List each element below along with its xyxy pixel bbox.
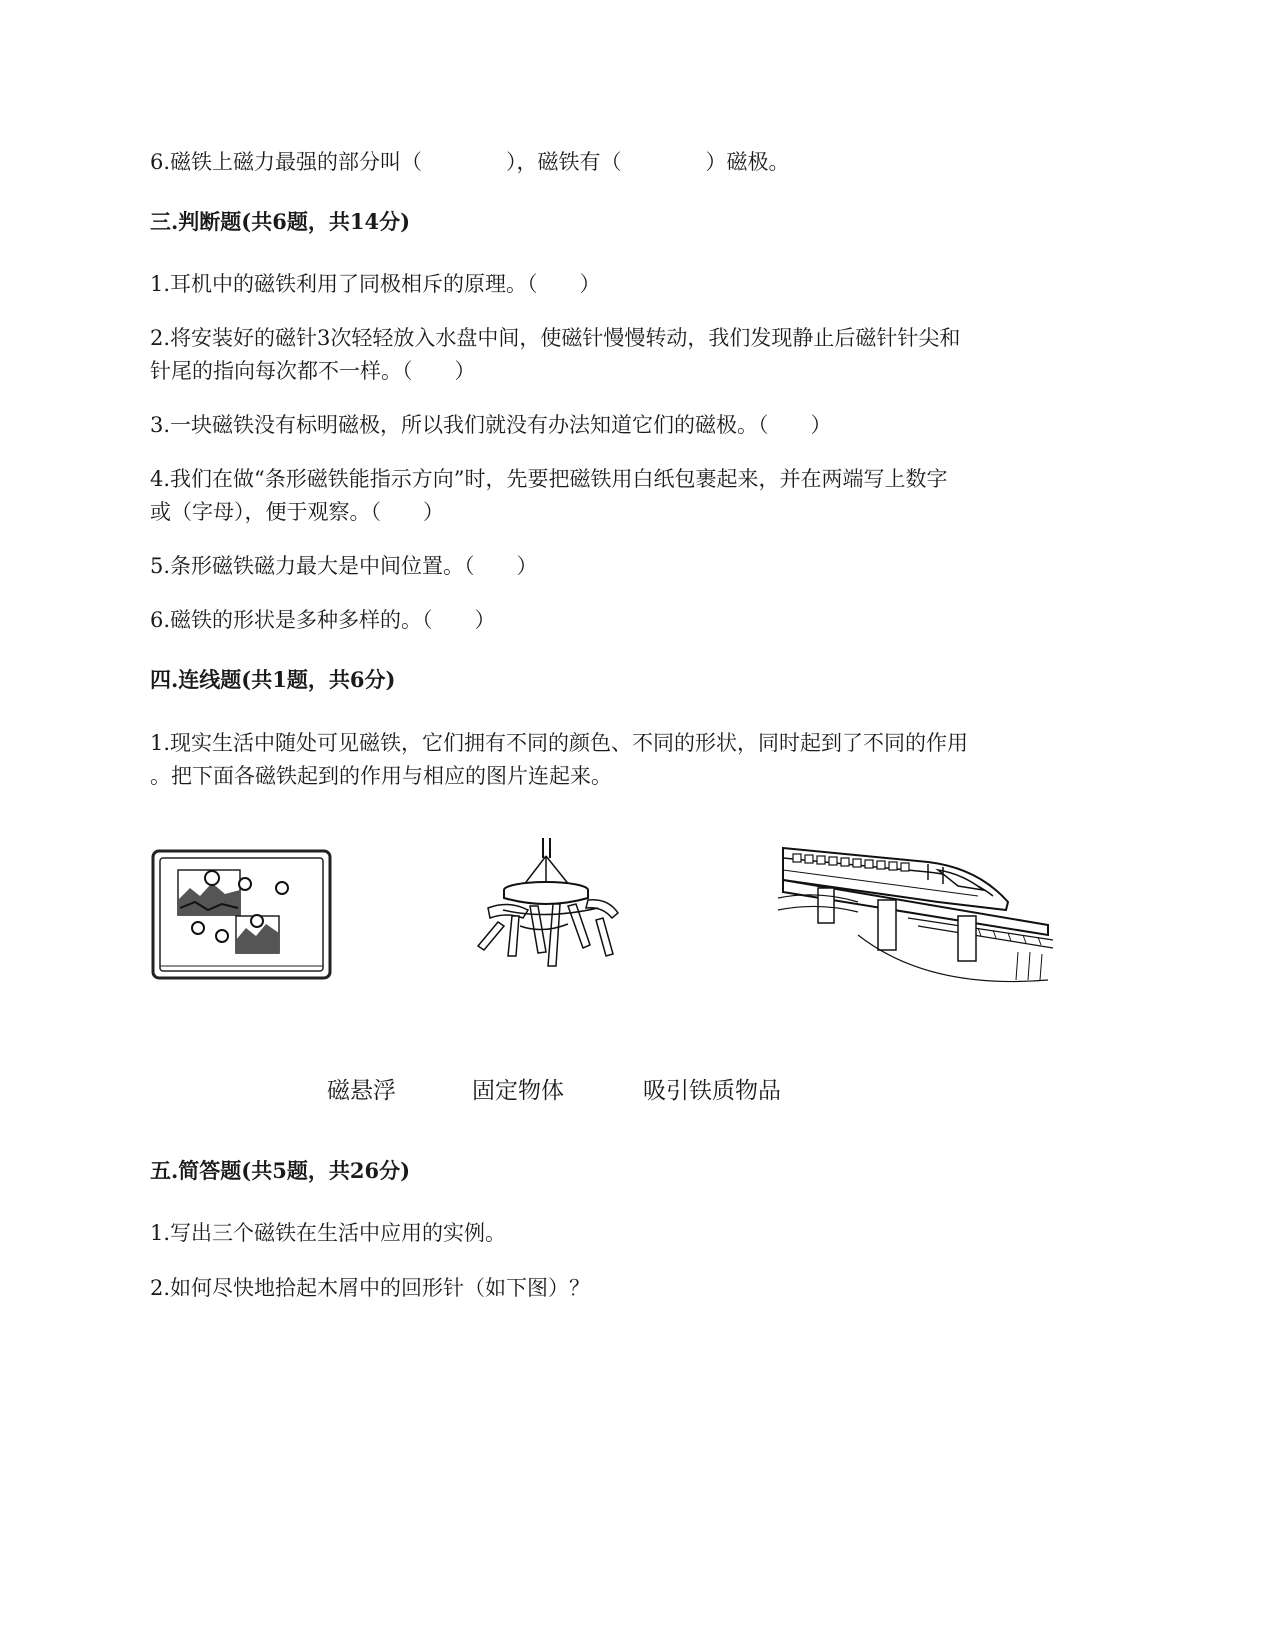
tf-question-5: 5.条形磁铁磁力最大是中间位置。（ ） [150, 554, 538, 578]
maglev-train-image [778, 840, 1058, 990]
short-answer-question-2: 2.如何尽快地拾起木屑中的回形针（如下图）？ [150, 1276, 591, 1300]
match-label-maglev: 磁悬浮 [327, 1078, 396, 1104]
fill-blank-q6: 6.磁铁上磁力最强的部分叫（ ），磁铁有（ ）磁极。 [150, 150, 790, 174]
match-label-attract-iron: 吸引铁质物品 [643, 1078, 781, 1104]
short-answer-question-1: 1.写出三个磁铁在生活中应用的实例。 [150, 1221, 507, 1245]
match-label-fix-objects: 固定物体 [472, 1078, 564, 1104]
section-heading-true-false: 三.判断题(共6题，共14分) [150, 209, 411, 234]
tf-question-4-line2: 或（字母），便于观察。（ ） [150, 500, 444, 524]
section-heading-matching: 四.连线题(共1题，共6分) [150, 667, 396, 692]
section-heading-short-answer: 五.简答题(共5题，共26分) [150, 1158, 411, 1183]
tf-question-6: 6.磁铁的形状是多种多样的。（ ） [150, 608, 496, 632]
tf-question-4-line1: 4.我们在做“条形磁铁能指示方向”时，先要把磁铁用白纸包裹起来，并在两端写上数字 [150, 467, 948, 491]
tf-question-2-line1: 2.将安装好的磁针3次轻轻放入水盘中间，使磁针慢慢转动，我们发现静止后磁针针尖和 [150, 326, 961, 350]
crane-magnet-image [468, 838, 638, 978]
whiteboard-magnets-image [150, 848, 335, 983]
matching-question-line1: 1.现实生活中随处可见磁铁，它们拥有不同的颜色、不同的形状，同时起到了不同的作用 [150, 731, 969, 755]
tf-question-2-line2: 针尾的指向每次都不一样。（ ） [150, 359, 476, 383]
tf-question-3: 3.一块磁铁没有标明磁极，所以我们就没有办法知道它们的磁极。（ ） [150, 413, 832, 437]
matching-question-line2: 。把下面各磁铁起到的作用与相应的图片连起来。 [150, 764, 612, 788]
tf-question-1: 1.耳机中的磁铁利用了同极相斥的原理。（ ） [150, 272, 601, 296]
